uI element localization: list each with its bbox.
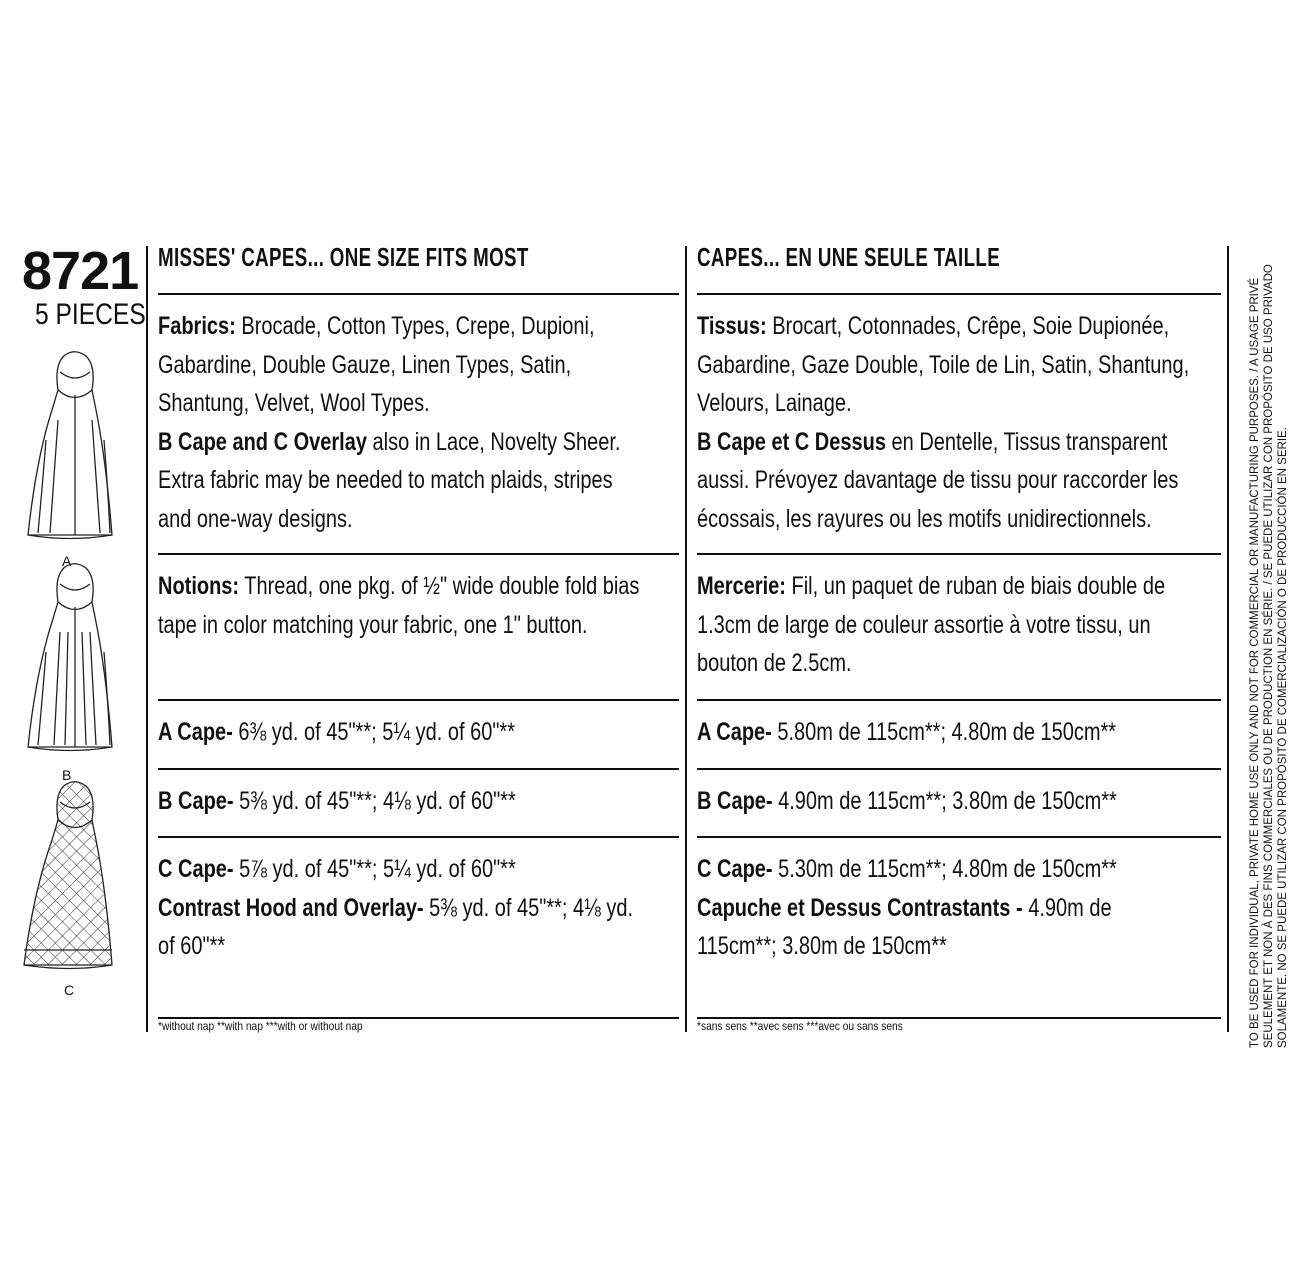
english-notions: Notions: Thread, one pkg. of ½" wide double fold bias tape in color matching your fabric, one 1" button.	[158, 572, 640, 639]
english-fabrics: Fabrics: Brocade, Cotton Types, Crepe, Dupioni, Gabardine, Double Gauze, Linen Types, Satin, Shantung, Velvet, Wool Types. B Cape and C Overlay also in Lace, Novelty Sheer. Extra fabric may be needed to match plaids, stripes and one-way designs.	[158, 312, 621, 533]
french-cape-c: C Cape- 5.30m de 115cm**; 4.80m de 150cm** Capuche et Dessus Contrastants - 4.90m de 115cm**; 3.80m de 150cm**	[697, 855, 1117, 960]
rule	[158, 699, 679, 701]
divider-right	[1227, 246, 1229, 1032]
mercerie-label: Mercerie:	[697, 572, 786, 600]
notions-label: Notions:	[158, 572, 240, 600]
french-cape-a: A Cape- 5.80m de 115cm**; 4.80m de 150cm**	[697, 718, 1117, 746]
rule	[697, 768, 1221, 770]
view-label-c: C	[64, 982, 75, 998]
english-cape-a: A Cape- 6⅜ yd. of 45"**; 5¼ yd. of 60"**	[158, 718, 515, 746]
divider-left	[146, 246, 148, 1032]
usage-disclaimer: TO BE USED FOR INDIVIDUAL, PRIVATE HOME USE ONLY AND NOT FOR COMMERCIAL OR MANUFACTURING PURPOSES. / A USAGE PRIVÉ SEULEMENT ET NON À DES FINS COMMERCIALES OU DE PRODUCTION EN SÉRIE. / SE PUEDE UTILIZAR CON PROPÓSITO DE USO PRIVADO SOLAMENTE. NO SE PUEDE UTILIZAR CON PROPÓSITO DE COMERCIALIZACIÓN O DE PRODUCCIÓN EN SERIE.	[1249, 264, 1289, 1048]
view-label-b: B	[62, 767, 72, 783]
rule	[158, 836, 679, 838]
view-label-a: A	[62, 553, 72, 569]
english-cape-b: B Cape- 5⅜ yd. of 45"**; 4⅛ yd. of 60"**	[158, 787, 516, 815]
rule	[697, 699, 1221, 701]
divider-middle	[685, 246, 687, 1032]
english-cape-c: C Cape- 5⅞ yd. of 45"**; 5¼ yd. of 60"** Contrast Hood and Overlay- 5⅜ yd. of 45"**; 4⅛ yd. of 60"**	[158, 855, 634, 960]
fabrics-label: Fabrics:	[158, 312, 236, 340]
pieces-count: 5 PIECES	[35, 298, 146, 331]
french-tissus: Tissus: Brocart, Cotonnades, Crêpe, Soie Dupionée, Gabardine, Gaze Double, Toile de Lin, Satin, Shantung, Velours, Lainage. B Cape et C Dessus en Dentelle, Tissus transparent aussi. Prévoyez davantage de tissu pour raccorder les écossais, les rayures ou les motifs unidirectionnels.	[697, 312, 1190, 533]
rule	[158, 768, 679, 770]
french-cape-b: B Cape- 4.90m de 115cm**; 3.80m de 150cm**	[697, 787, 1117, 815]
english-title: MISSES' CAPES... ONE SIZE FITS MOST	[158, 242, 529, 272]
rule	[697, 293, 1221, 295]
rule	[697, 553, 1221, 555]
cape-b-icon	[28, 564, 112, 751]
french-title: CAPES... EN UNE SEULE TAILLE	[697, 242, 1001, 272]
cape-a-icon	[28, 352, 112, 539]
cape-c-icon	[24, 782, 112, 969]
rule	[158, 293, 679, 295]
cape-views-illustration	[20, 350, 130, 990]
rule	[697, 836, 1221, 838]
tissus-label: Tissus:	[697, 312, 767, 340]
english-footnote: *without nap **with nap ***with or without nap	[158, 1019, 363, 1033]
rule	[158, 553, 679, 555]
french-mercerie: Mercerie: Fil, un paquet de ruban de biais double de 1.3cm de large de couleur assortie à votre tissu, un bouton de 2.5cm.	[697, 572, 1166, 677]
french-footnote: *sans sens **avec sens ***avec ou sans sens	[697, 1019, 903, 1033]
pattern-number: 8721	[22, 241, 139, 301]
